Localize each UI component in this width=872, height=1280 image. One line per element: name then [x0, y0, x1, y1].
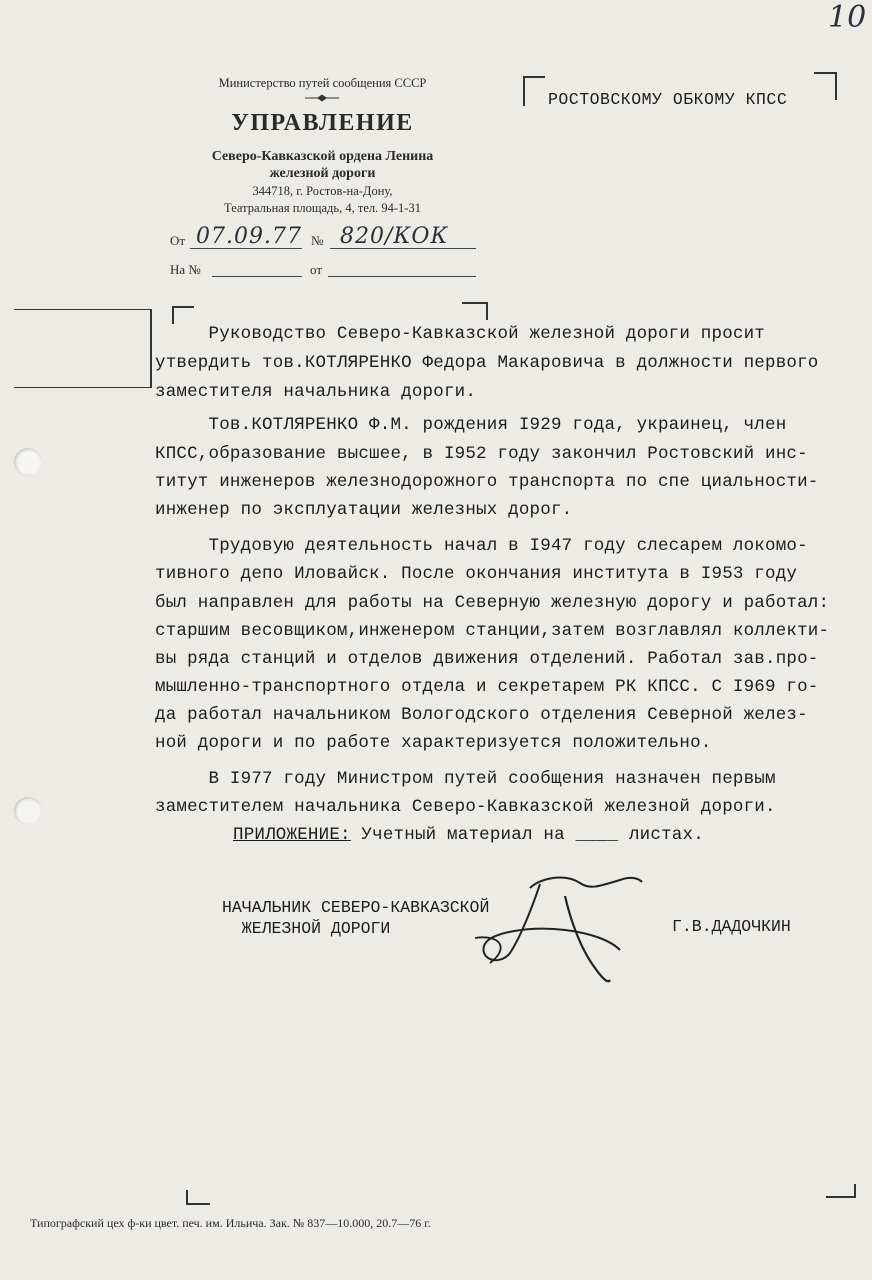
body-line: старшим весовщиком,инженером станции,затем возглавлял коллекти- [155, 621, 830, 641]
registration-box [14, 309, 152, 388]
body-line: инженер по эксплуатации железных дорог. [155, 500, 573, 520]
number-label: № [311, 233, 324, 248]
body-line: В I977 году Министром путей сообщения назначен первым [155, 769, 776, 789]
corner-mark [172, 306, 174, 324]
railway-name-line2: железной дороги [269, 166, 376, 181]
corner-mark [523, 76, 525, 106]
corner-mark [186, 1203, 210, 1205]
registration-box-edge [150, 309, 152, 387]
attachment-line [233, 825, 704, 845]
ornament-icon [305, 94, 339, 102]
attachment-label: ПРИЛОЖЕНИЕ: [233, 825, 351, 845]
body-line: титут инженеров железнодорожного транспорта по спе циальности- [155, 472, 819, 492]
corner-mark [835, 72, 837, 100]
railway-name [165, 148, 480, 182]
attachment-text: Учетный материал на ____ листах. [350, 825, 704, 845]
reply-date-underline [328, 276, 476, 277]
corner-mark [523, 76, 545, 78]
signatory-title-line1: НАЧАЛЬНИК СЕВЕРО-КАВКАЗСКОЙ [222, 898, 490, 917]
railway-name-line1: Северо-Кавказской ордена Ленина [211, 149, 434, 164]
reply-date-label: от [310, 262, 323, 277]
address-line2: Театральная площадь, 4, тел. 94-1-31 [224, 201, 421, 215]
handwritten-signature [470, 868, 660, 990]
body-line: ной дороги и по работе характеризуется положительно. [155, 733, 712, 753]
body-line: мышленно-транспортного отдела и секретарем РК КПСС. С I969 го- [155, 677, 819, 697]
corner-mark [826, 1196, 854, 1198]
corner-mark [462, 302, 486, 304]
body-line: вы ряда станций и отделов движения отделений. Работал зав.про- [155, 649, 819, 669]
body-line: был направлен для работы на Северную железную дорогу и работал: [155, 593, 830, 613]
body-line: утвердить тов.КОТЛЯРЕНКО Федора Макаровича в должности первого [155, 353, 819, 373]
printer-footer: Типографский цех ф-ки цвет. печ. им. Ильича. Зак. № 837—10.000, 20.7—76 г. [30, 1216, 431, 1230]
addressee: РОСТОВСКОМУ ОБКОМУ КПСС [548, 90, 788, 109]
body-line: заместителя начальника дороги. [155, 382, 477, 402]
punch-hole [14, 448, 42, 476]
signatory-name: Г.В.ДАДОЧКИН [672, 917, 791, 936]
reply-number-underline [212, 276, 302, 277]
postal-address [165, 183, 480, 217]
corner-mark [172, 306, 194, 308]
signatory-title [222, 897, 489, 939]
body-line: Тов.КОТЛЯРЕНКО Ф.М. рождения I929 года, украинец, член [155, 415, 787, 435]
signatory-title-line2: ЖЕЛЕЗНОЙ ДОРОГИ [222, 919, 391, 938]
corner-mark [186, 1190, 188, 1204]
body-line: тивного депо Иловайск. После окончания института в I953 году [155, 564, 798, 584]
letterhead-title: УПРАВЛЕНИЕ [231, 110, 414, 136]
corner-mark [854, 1184, 856, 1198]
body-line: КПСС,образование высшее, в I952 году закончил Ростовский инс- [155, 444, 808, 464]
address-line1: 344718, г. Ростов-на-Дону, [252, 184, 393, 198]
from-label: От [170, 233, 186, 248]
body-line: да работал начальником Вологодского отделения Северной желез- [155, 705, 808, 725]
page-number: 10 [828, 0, 867, 35]
reply-number-label: На № [170, 262, 201, 277]
corner-mark [486, 302, 488, 320]
ministry-name: Министерство путей сообщения СССР [218, 76, 427, 90]
document-date: 07.09.77 [196, 224, 302, 249]
corner-mark [814, 72, 836, 74]
punch-hole [14, 797, 42, 825]
body-line: заместителем начальника Северо-Кавказской железной дороги. [155, 797, 776, 817]
body-line: Трудовую деятельность начал в I947 году слесарем локомо- [155, 536, 808, 556]
document-number: 820/КОК [340, 224, 449, 249]
body-line: Руководство Северо-Кавказской железной дороги просит [155, 324, 765, 344]
